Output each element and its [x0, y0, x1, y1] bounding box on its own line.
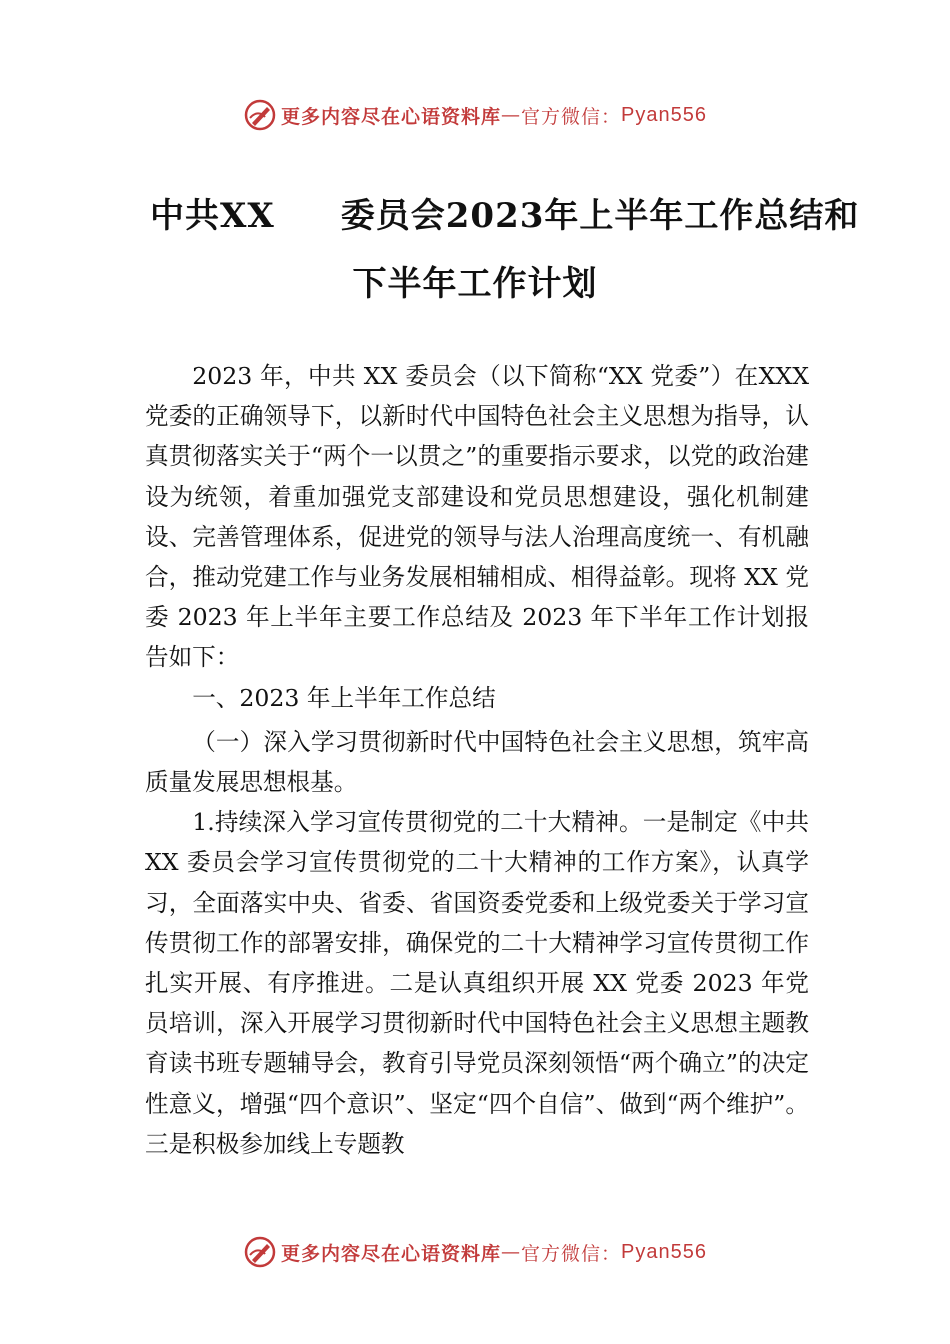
- intro-paragraph: 2023 年，中共 XX 委员会（以下简称“XX 党委”）在XXX 党委的正确领导下，以新时代中国特色社会主义思想为指导，认真贯彻落实关于“两个一以贯之”的重要指示要求，以党的政治建设为统领，着重加强党支部建设和党员思想建设，强化机制建设、完善管理体系，促进党的领导与法人治理高度统一、有机融合，推动党建工作与业务发展相辅相成、相得益彰。现将 XX 党委 2023 年上半年主要工作总结及 2023 年下半年工作计划报告如下：: [145, 362, 809, 672]
- document-title-line2: 下半年工作计划: [352, 264, 598, 304]
- section-heading-1: 一、2023 年上半年工作总结: [192, 683, 496, 712]
- watermark-brand: 更多内容尽在心语资料库: [281, 1242, 502, 1265]
- watermark-separator: —: [501, 104, 522, 126]
- watermark-wechat-label: 官方微信：: [521, 105, 622, 128]
- item-paragraph-1: 1.持续深入学习宣传贯彻党的二十大精神。一是制定《中共 XX 委员会学习宣传贯彻党的二十大精神的工作方案》，认真学习，全面落实中央、省委、省国资委党委和上级党委关于学习宣传贯彻工作的部署安排，确保党的二十大精神学习宣传贯彻工作扎实开展、有序推进。二是认真组织开展 XX 党委 2023 年党员培训，深入开展学习贯彻新时代中国特色社会主义思想主题教育读书班专题辅导会，教育引导党员深刻领悟“两个确立”的决定性意义，增强“四个意识”、坚定“四个自信”、做到“两个维护”。三是积极参加线上专题教: [145, 808, 809, 1158]
- watermark-banner-top: [0, 95, 950, 135]
- subsection-heading-1: （一）深入学习贯彻新时代中国特色社会主义思想，筑牢高质量发展思想根基。: [145, 727, 809, 797]
- watermark-brand: 更多内容尽在心语资料库: [281, 105, 502, 128]
- title-prefix: 中共XX: [150, 196, 275, 236]
- document-title-line1: [150, 188, 860, 237]
- document-body: [145, 356, 809, 1164]
- watermark-banner-bottom: [0, 1232, 950, 1272]
- watermark-wechat-label: 官方微信：: [521, 1242, 622, 1265]
- watermark-separator: —: [501, 1241, 522, 1263]
- watermark-handle: Pyan556: [621, 1240, 707, 1263]
- pen-logo-icon: [243, 98, 277, 132]
- title-rest: 委员会2023年上半年工作总结和: [340, 196, 860, 236]
- watermark-handle: Pyan556: [621, 103, 707, 126]
- pen-logo-icon: [243, 1235, 277, 1269]
